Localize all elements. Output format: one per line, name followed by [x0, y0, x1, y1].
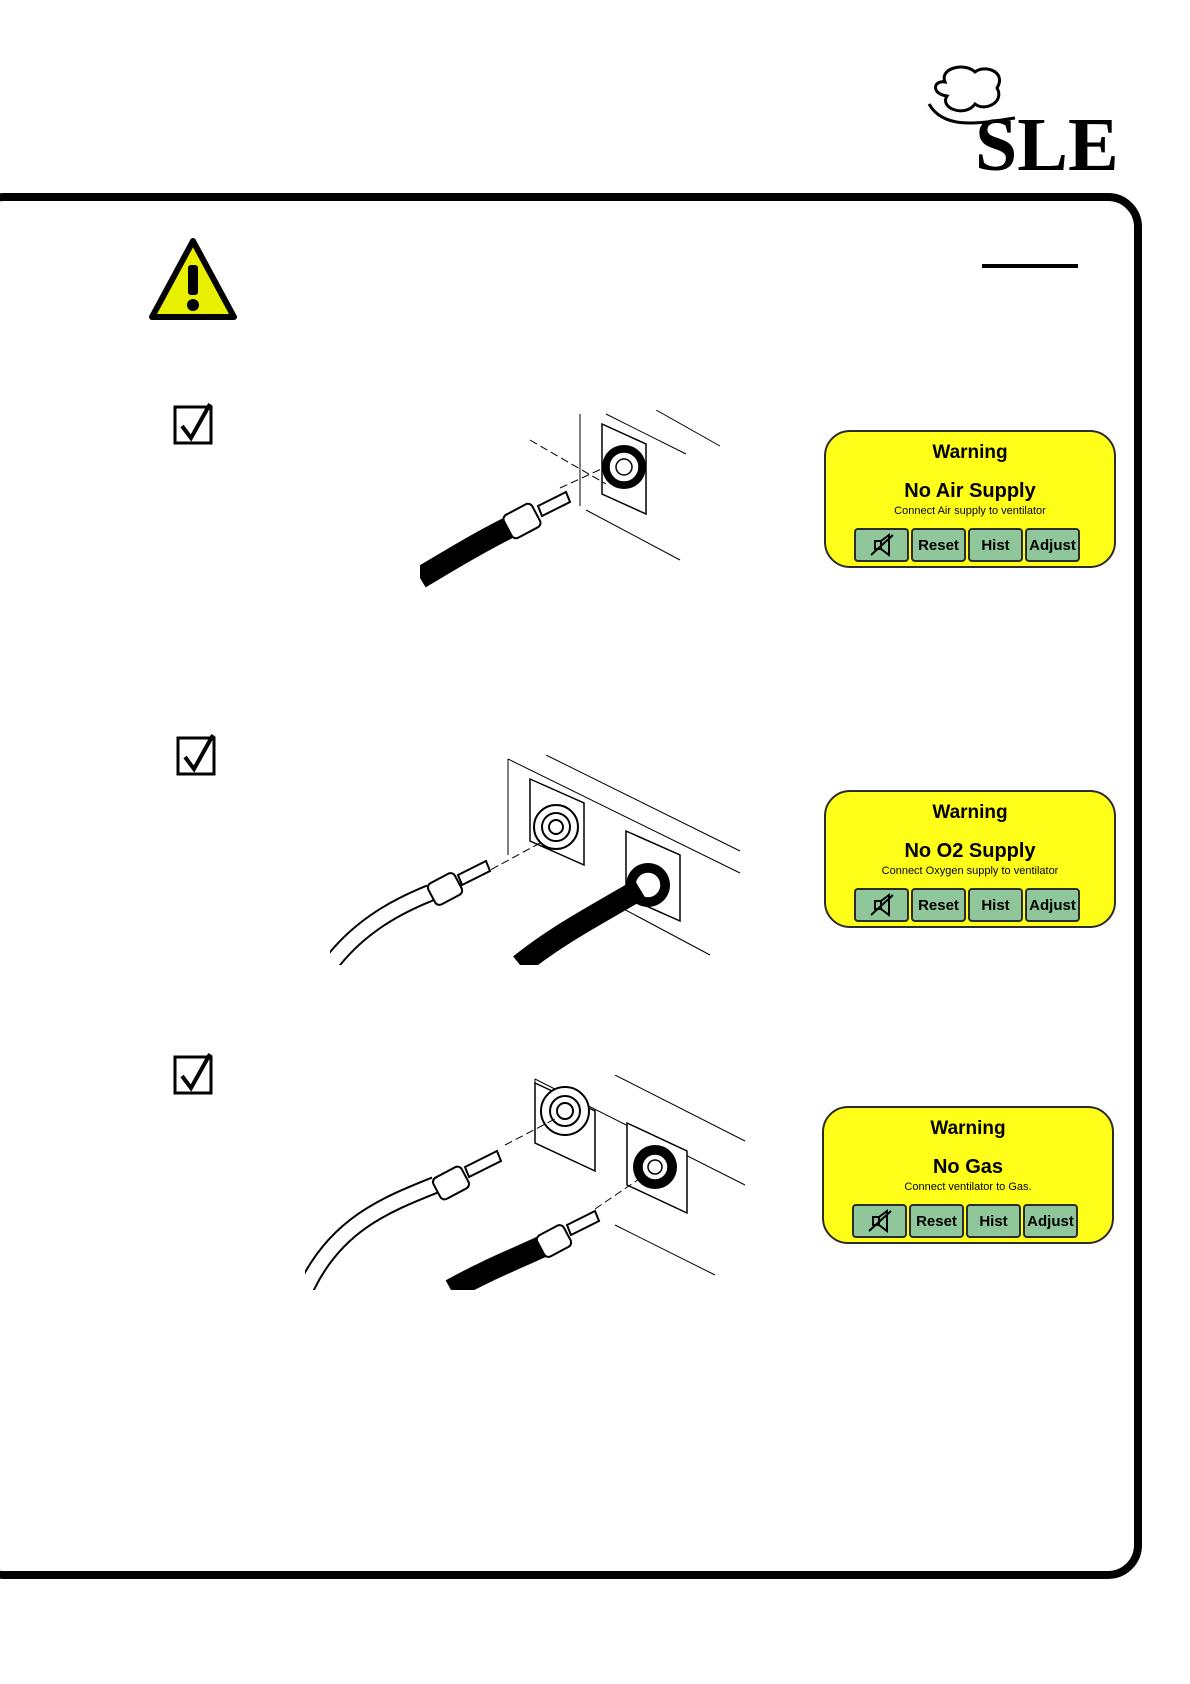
o2-hose-connection-illustration [330, 755, 750, 965]
mute-button[interactable] [852, 1204, 907, 1238]
hist-button[interactable]: Hist [968, 528, 1023, 562]
alarm-title: Warning [930, 1118, 1006, 1139]
logo-wordmark: SLE [975, 103, 1119, 174]
alarm-message: No Air Supply [904, 480, 1036, 502]
warning-triangle-icon [148, 237, 238, 321]
adjust-button[interactable]: Adjust [1023, 1204, 1078, 1238]
mute-button[interactable] [854, 528, 909, 562]
adjust-button[interactable]: Adjust [1025, 528, 1080, 562]
alarm-button-row [854, 888, 1080, 922]
air-hose-connection-illustration [420, 410, 740, 590]
alarm-title: Warning [932, 442, 1008, 463]
checkbox-checked-icon[interactable] [172, 1052, 216, 1096]
alarm-panel-air [824, 430, 1116, 568]
alarm-detail: Connect Air supply to ventilator [894, 505, 1046, 517]
reset-button[interactable]: Reset [911, 528, 966, 562]
alarm-message: No Gas [932, 1156, 1004, 1178]
alarm-title: Warning [932, 802, 1008, 823]
alarm-detail: Connect ventilator to Gas. [904, 1181, 1032, 1193]
alarm-button-row [852, 1204, 1078, 1238]
hist-button[interactable]: Hist [966, 1204, 1021, 1238]
sle-logo [925, 62, 1145, 174]
reset-button[interactable]: Reset [909, 1204, 964, 1238]
adjust-button[interactable]: Adjust [1025, 888, 1080, 922]
mute-speaker-icon [867, 533, 897, 557]
checkbox-checked-icon[interactable] [175, 733, 219, 777]
alarm-panel-gas [822, 1106, 1114, 1244]
alarm-button-row [854, 528, 1080, 562]
gas-hoses-connection-illustration [305, 1075, 750, 1290]
alarm-panel-o2 [824, 790, 1116, 928]
header-rule [982, 264, 1078, 268]
reset-button[interactable]: Reset [911, 888, 966, 922]
mute-speaker-icon [865, 1209, 895, 1233]
mute-speaker-icon [867, 893, 897, 917]
hist-button[interactable]: Hist [968, 888, 1023, 922]
alarm-message: No O2 Supply [904, 840, 1036, 862]
alarm-detail: Connect Oxygen supply to ventilator [881, 865, 1059, 877]
checkbox-checked-icon[interactable] [172, 402, 216, 446]
mute-button[interactable] [854, 888, 909, 922]
